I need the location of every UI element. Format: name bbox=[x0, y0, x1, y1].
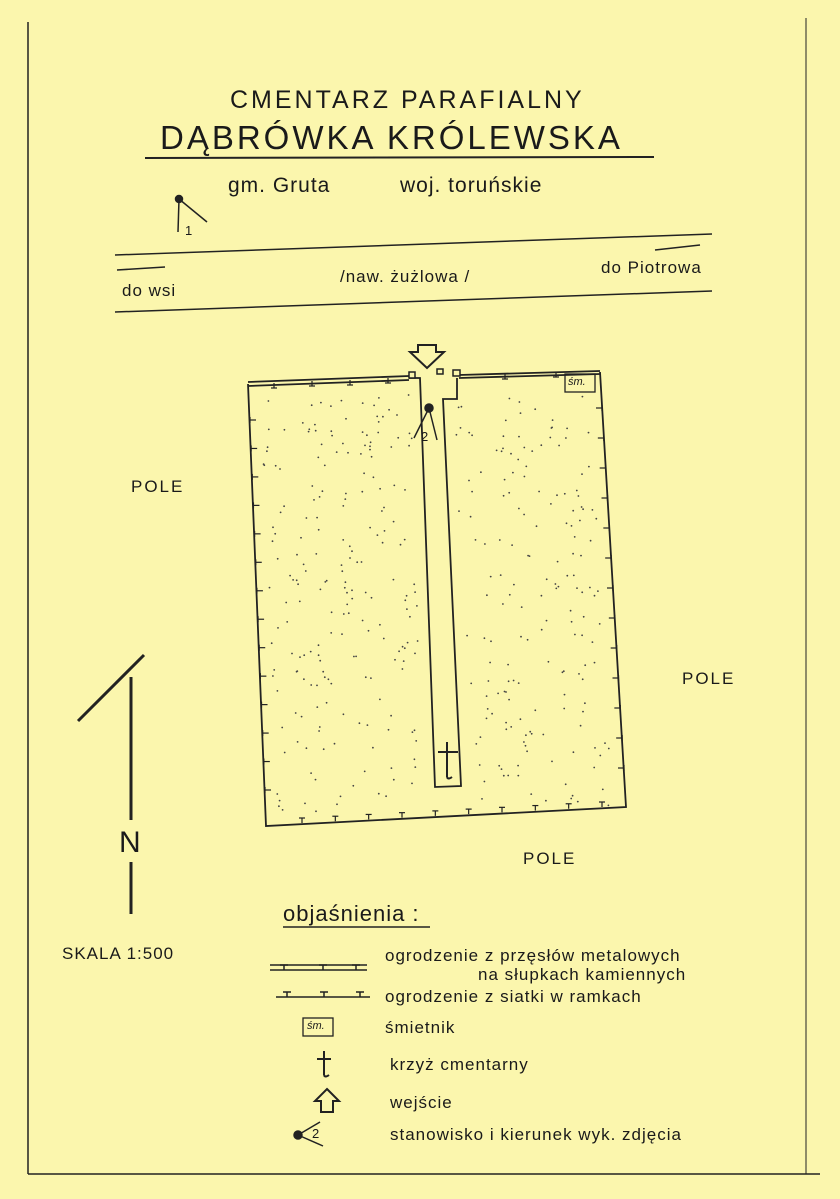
title-line-2: DĄBRÓWKA KRÓLEWSKA bbox=[160, 119, 623, 156]
legend-entrance-icon bbox=[315, 1089, 339, 1112]
photo-point-1-label: 1 bbox=[185, 223, 193, 238]
legend-item-2: ogrodzenie z siatki w ramkach bbox=[385, 987, 642, 1006]
field-label-west: POLE bbox=[131, 477, 185, 496]
north-arrow-icon bbox=[78, 655, 144, 914]
title-line-1: CMENTARZ PARAFIALNY bbox=[230, 86, 585, 114]
legend-heading: objaśnienia : bbox=[283, 901, 420, 926]
legend-item-3: śmietnik bbox=[385, 1018, 456, 1037]
grave-dots bbox=[263, 394, 610, 812]
map-bin-label: śm. bbox=[568, 376, 586, 388]
entrance-arrow-icon bbox=[410, 345, 444, 368]
gateposts bbox=[409, 369, 460, 378]
road-label-right: do Piotrowa bbox=[601, 258, 702, 277]
legend-item-5: wejście bbox=[390, 1093, 453, 1112]
gmina-label: gm. Gruta bbox=[228, 174, 331, 197]
field-label-east: POLE bbox=[682, 669, 736, 688]
title-underline bbox=[145, 157, 654, 158]
cemetery-cross-icon bbox=[438, 742, 458, 779]
voivodeship-label: woj. toruńskie bbox=[400, 174, 543, 197]
legend-cross-icon bbox=[317, 1051, 331, 1077]
road-label-left: do wsi bbox=[122, 281, 177, 300]
legend-item-4: krzyż cmentarny bbox=[390, 1055, 529, 1074]
field-label-south: POLE bbox=[523, 849, 577, 868]
legend-double-fence-icon bbox=[270, 965, 367, 970]
legend-item-6: stanowisko i kierunek wyk. zdjęcia bbox=[390, 1125, 682, 1144]
photo-point-2-label: 2 bbox=[421, 429, 429, 444]
road-surface-label: /naw. żużlowa / bbox=[340, 267, 471, 286]
north-label: N bbox=[119, 826, 141, 859]
legend-item-1-line-2: na słupkach kamiennych bbox=[478, 965, 687, 984]
scale-label: SKALA 1:500 bbox=[62, 944, 175, 963]
legend-single-fence-icon bbox=[276, 992, 370, 997]
legend-bin-symbol: śm. bbox=[307, 1020, 325, 1032]
legend-photo-point-symbol: 2 bbox=[312, 1126, 320, 1141]
legend-item-1-line-1: ogrodzenie z przęsłów metalowych bbox=[385, 946, 681, 965]
